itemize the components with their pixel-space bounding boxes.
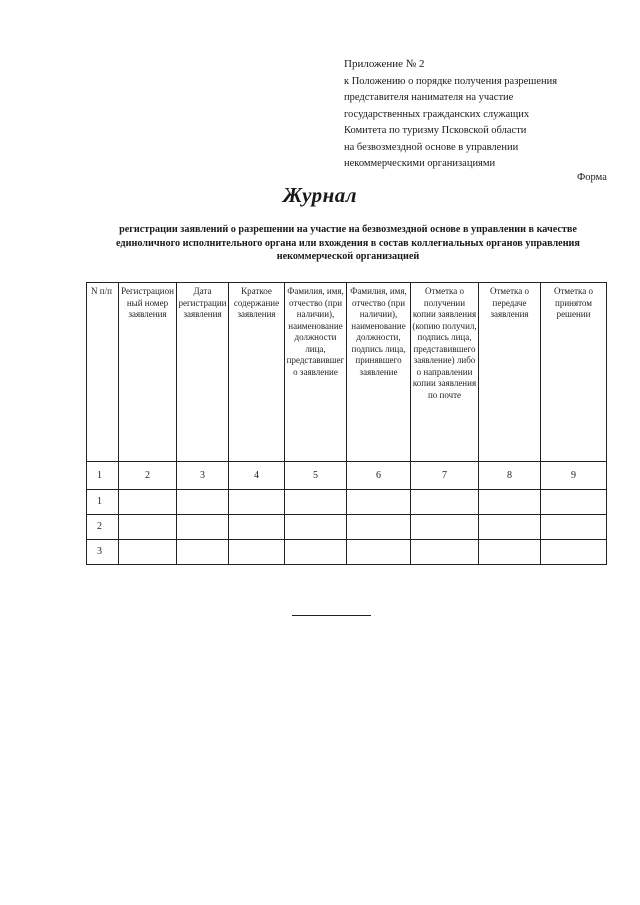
appendix-block bbox=[344, 56, 614, 173]
column-number-row bbox=[87, 462, 607, 490]
appendix-title: Приложение № 2 bbox=[344, 58, 425, 70]
subtitle-line: единоличного исполнительного органа или вхождения в состав коллегиальных органов управления bbox=[116, 237, 580, 249]
header-cell: Фамилия, имя, отчество (при наличии), наименование должности, подпись лица, принявшего заявление bbox=[347, 283, 411, 462]
appendix-line: представителя нанимателя на участие bbox=[344, 92, 514, 103]
empty-cell bbox=[479, 540, 541, 565]
header-cell: Фамилия, имя, отчество (при наличии), наименование должности лица, представившего заявление bbox=[285, 283, 347, 462]
header-cell: Отметка о передаче заявления bbox=[479, 283, 541, 462]
column-number-cell: 5 bbox=[285, 462, 347, 490]
empty-cell bbox=[177, 540, 229, 565]
column-number-cell: 6 bbox=[347, 462, 411, 490]
empty-cell bbox=[229, 540, 285, 565]
table-row bbox=[87, 515, 607, 540]
empty-cell bbox=[411, 540, 479, 565]
empty-cell bbox=[411, 490, 479, 515]
empty-cell bbox=[177, 515, 229, 540]
column-number-cell: 7 bbox=[411, 462, 479, 490]
appendix-line: на безвозмездной основе в управлении bbox=[344, 141, 519, 153]
empty-cell bbox=[229, 490, 285, 515]
appendix-line: некоммерческими организациями bbox=[344, 158, 496, 169]
empty-cell bbox=[541, 490, 607, 515]
header-cell: Краткое содержание заявления bbox=[229, 283, 285, 462]
column-number-cell: 9 bbox=[541, 462, 607, 490]
empty-cell bbox=[285, 515, 347, 540]
form-label: Форма bbox=[577, 172, 607, 183]
appendix-line: государственных гражданских служащих bbox=[344, 108, 530, 120]
subtitle-line: регистрации заявлений о разрешении на участие на безвозмездной основе в управлении в качестве bbox=[119, 224, 577, 235]
empty-cell bbox=[541, 540, 607, 565]
empty-cell bbox=[285, 540, 347, 565]
header-cell: Отметка о получении копии заявления (копию получил, подпись лица, представившего заявление) либо о направлении копии заявления по почте bbox=[411, 283, 479, 462]
header-cell: Регистрационный номер заявления bbox=[119, 283, 177, 462]
header-cell: Дата регистрации заявления bbox=[177, 283, 229, 462]
appendix-line: Комитета по туризму Псковской области bbox=[344, 125, 527, 136]
column-number-cell: 4 bbox=[229, 462, 285, 490]
document-subtitle bbox=[88, 223, 608, 264]
empty-cell bbox=[119, 540, 177, 565]
row-number-cell: 3 bbox=[87, 540, 119, 565]
empty-cell bbox=[347, 540, 411, 565]
journal-table bbox=[86, 282, 607, 565]
table-row bbox=[87, 490, 607, 515]
document-title: Журнал bbox=[282, 183, 358, 207]
closing-rule bbox=[292, 615, 371, 616]
empty-cell bbox=[119, 515, 177, 540]
header-cell: N п/п bbox=[87, 283, 119, 462]
empty-cell bbox=[479, 490, 541, 515]
empty-cell bbox=[119, 490, 177, 515]
empty-cell bbox=[177, 490, 229, 515]
empty-cell bbox=[347, 515, 411, 540]
appendix-line: к Положению о порядке получения разрешения bbox=[344, 75, 558, 87]
column-number-cell: 8 bbox=[479, 462, 541, 490]
empty-cell bbox=[229, 515, 285, 540]
empty-cell bbox=[347, 490, 411, 515]
column-number-cell: 1 bbox=[87, 462, 119, 490]
empty-cell bbox=[541, 515, 607, 540]
header-cell: Отметка о принятом решении bbox=[541, 283, 607, 462]
header-row bbox=[87, 283, 607, 462]
empty-cell bbox=[411, 515, 479, 540]
row-number-cell: 2 bbox=[87, 515, 119, 540]
empty-cell bbox=[285, 490, 347, 515]
empty-cell bbox=[479, 515, 541, 540]
column-number-cell: 2 bbox=[119, 462, 177, 490]
subtitle-line: некоммерческой организацией bbox=[276, 251, 420, 262]
column-number-cell: 3 bbox=[177, 462, 229, 490]
row-number-cell: 1 bbox=[87, 490, 119, 515]
table-row bbox=[87, 540, 607, 565]
